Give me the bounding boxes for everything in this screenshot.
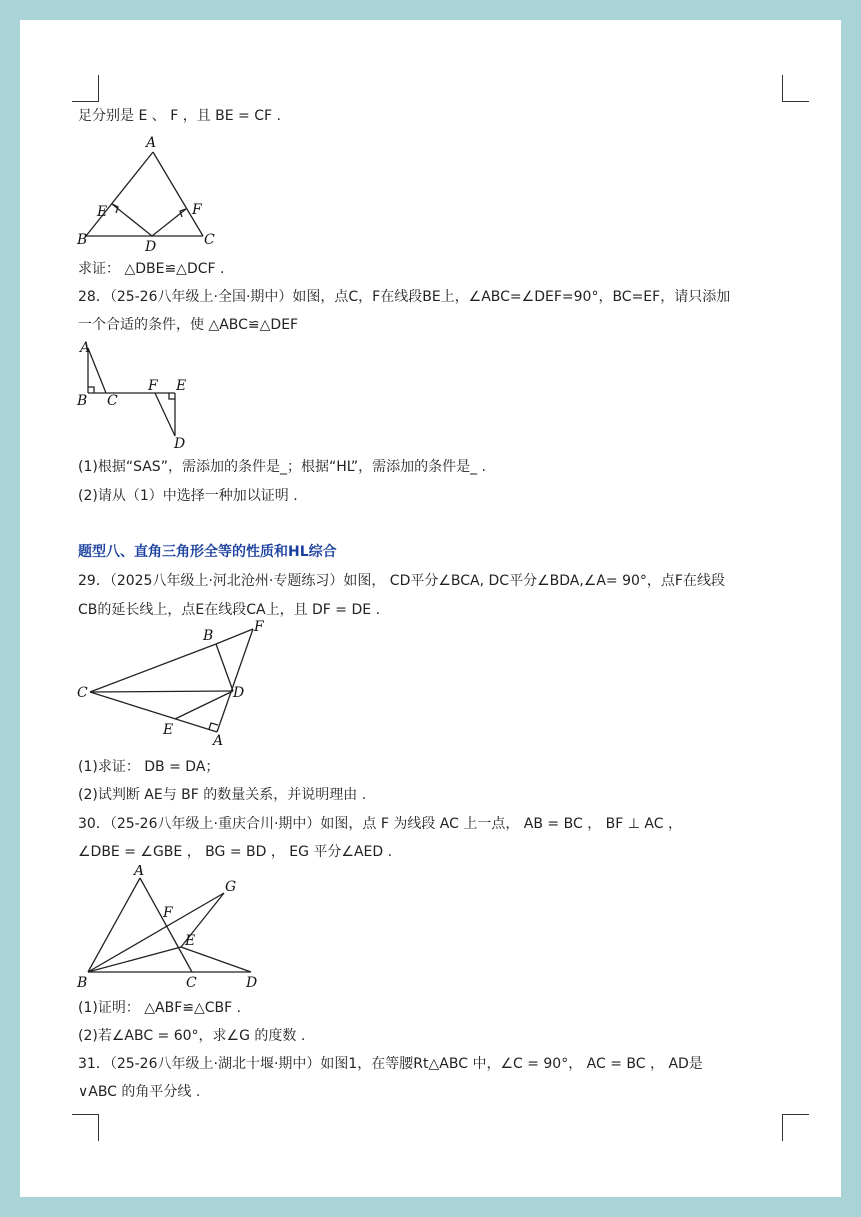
text-line: ∨ABC 的角平分线 . <box>78 1084 201 1100</box>
text-line: 足分别是 E 、 F ，且 BE = CF . <box>78 108 281 124</box>
document-page <box>20 20 841 1197</box>
section-heading: 题型八、直角三角形全等的性质和HL综合 <box>78 544 337 560</box>
label-F: F <box>163 905 173 921</box>
crop-mark-bottom-left <box>72 1114 99 1141</box>
text-line: 一个合适的条件，使 △ABC≌△DEF <box>78 317 299 333</box>
text-line: 求证： △DBE≌△DCF . <box>78 261 225 277</box>
text-line: (1)求证： DB = DA； <box>78 759 220 775</box>
text-line: (1)根据“SAS”，需添加的条件是_；根据“HL”，需添加的条件是_ . <box>78 459 487 475</box>
text-line: (2)请从（1）中选择一种加以证明 . <box>78 488 298 504</box>
label-C: C <box>186 975 197 991</box>
label-E: E <box>176 378 187 394</box>
label-E: E <box>185 933 196 949</box>
label-E: E <box>97 204 108 220</box>
label-B: B <box>77 975 88 991</box>
figure-30 <box>75 865 275 995</box>
question-29: 29．（2025八年级上·河北沧州·专题练习）如图， CD平分∠BCA, DC平分∠BDA,∠A= 90°，点F在线段 <box>78 573 725 589</box>
text-line: (2)试判断 AE与 BF 的数量关系，并说明理由 . <box>78 787 367 803</box>
label-C: C <box>77 685 88 701</box>
text-line: CB的延长线上，点E在线段CA上，且 DF = DE . <box>78 602 381 618</box>
figure-27-triangle <box>75 130 235 255</box>
crop-mark-top-right <box>782 75 809 102</box>
label-G: G <box>225 879 237 895</box>
label-F: F <box>254 620 264 635</box>
label-D: D <box>145 239 157 255</box>
label-E: E <box>163 722 174 738</box>
text-line: ∠DBE = ∠GBE ， BG = BD ， EG 平分∠AED . <box>78 844 393 860</box>
question-31: 31．（25-26八年级上·湖北十堰·期中）如图1，在等腰Rt△ABC 中，∠C = 90°， AC = BC ， AD是 <box>78 1056 703 1072</box>
figure-29 <box>75 620 275 750</box>
label-A: A <box>80 340 91 356</box>
label-B: B <box>77 393 88 409</box>
label-A: A <box>213 733 224 749</box>
label-F: F <box>148 378 158 394</box>
question-30: 30．（25-26八年级上·重庆合川·期中）如图，点 F 为线段 AC 上一点， AB = BC ， BF ⊥ AC ， <box>78 816 682 832</box>
text-line: (2)若∠ABC = 60°，求∠G 的度数 . <box>78 1028 306 1044</box>
label-B: B <box>203 628 214 644</box>
label-F: F <box>192 202 202 218</box>
text-line: (1)证明： △ABF≌△CBF . <box>78 1000 242 1016</box>
label-D: D <box>246 975 258 991</box>
question-28: 28．（25-26八年级上·全国·期中）如图，点C，F在线段BE上，∠ABC=∠DEF=90°，BC=EF，请只添加 <box>78 289 731 305</box>
label-C: C <box>204 232 215 248</box>
crop-mark-top-left <box>72 75 99 102</box>
label-A: A <box>134 865 145 879</box>
figure-28 <box>75 338 205 453</box>
label-C: C <box>107 393 118 409</box>
label-A: A <box>146 135 157 151</box>
label-D: D <box>174 436 186 452</box>
label-D: D <box>233 685 245 701</box>
crop-mark-bottom-right <box>782 1114 809 1141</box>
label-B: B <box>77 232 88 248</box>
